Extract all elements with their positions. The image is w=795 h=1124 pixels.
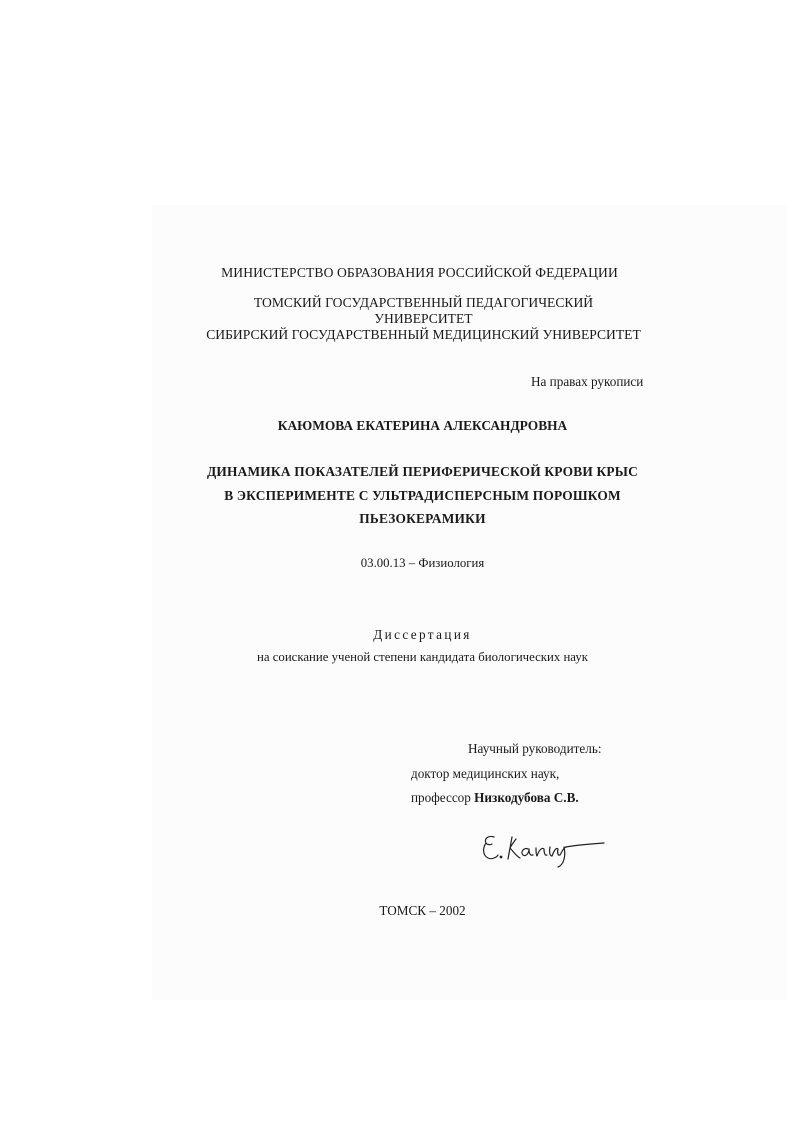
ministry-name: МИНИСТЕРСТВО ОБРАЗОВАНИЯ РОССИЙСКОЙ ФЕДЕРАЦИИ: [221, 265, 618, 280]
manuscript-rights-note: На правах рукописи: [531, 374, 644, 389]
handwritten-signature: [480, 825, 610, 870]
university-1-line-1: ТОМСКИЙ ГОСУДАРСТВЕННЫЙ ПЕДАГОГИЧЕСКИЙ: [253, 295, 594, 310]
title-line-2: В ЭКСПЕРИМЕНТЕ С УЛЬТРАДИСПЕРСНЫМ ПОРОШКОМ: [224, 488, 621, 503]
title-line-1: ДИНАМИКА ПОКАЗАТЕЛЕЙ ПЕРИФЕРИЧЕСКОЙ КРОВИ КРЫС: [206, 464, 639, 479]
degree-purpose: на соискание ученой степени кандидата биологических наук: [257, 650, 588, 664]
city-and-year: ТОМСК – 2002: [379, 903, 466, 918]
author-name: КАЮМОВА ЕКАТЕРИНА АЛЕКСАНДРОВНА: [277, 418, 568, 433]
supervisor-name: Низкодубова С.В.: [474, 790, 579, 805]
title-line-3: ПЬЕЗОКЕРАМИКИ: [359, 511, 486, 526]
work-type: Диссертация: [373, 627, 472, 642]
supervisor-label: Научный руководитель:: [468, 741, 602, 756]
specialty-code: 03.00.13 – Физиология: [360, 556, 485, 570]
university-2-name: СИБИРСКИЙ ГОСУДАРСТВЕННЫЙ МЕДИЦИНСКИЙ УНИВЕРСИТЕТ: [206, 327, 641, 342]
supervisor-degree: доктор медицинских наук,: [411, 766, 560, 781]
university-1-line-2: УНИВЕРСИТЕТ: [374, 311, 473, 326]
supervisor-name-line: [411, 790, 579, 806]
supervisor-title: профессор: [411, 790, 471, 805]
